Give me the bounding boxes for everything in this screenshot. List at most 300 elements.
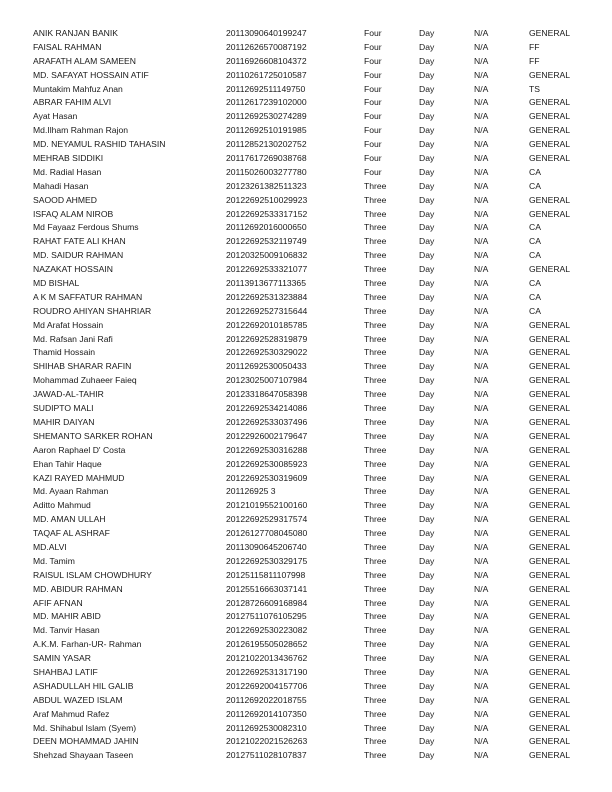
student-name-cell: Muntakim Mahfuz Anan [33,83,123,94]
status-cell: N/A [474,500,489,511]
shift-cell: Day [419,528,435,539]
quota-cell: GENERAL [529,375,571,386]
student-id-cell: 20112617239102000 [226,97,307,108]
status-cell: N/A [474,125,489,136]
table-row [0,96,612,110]
status-cell: N/A [474,666,489,677]
student-name-cell: Ayat Hasan [33,111,78,122]
class-cell: Three [364,611,387,622]
table-row [0,638,612,652]
shift-cell: Day [419,305,435,316]
student-id-cell: 20113090645206740 [226,541,307,552]
student-name-cell: MAHIR DAIYAN [33,416,95,427]
table-row [0,541,612,555]
student-id-cell: 20112692016000650 [226,222,307,233]
status-cell: N/A [474,403,489,414]
quota-cell: FF [529,55,540,66]
table-row [0,610,612,624]
student-name-cell: Aaron Raphael D' Costa [33,444,126,455]
quota-cell: GENERAL [529,555,571,566]
shift-cell: Day [419,736,435,747]
shift-cell: Day [419,250,435,261]
student-name-cell: Md. Tamim [33,555,75,566]
class-cell: Three [364,750,387,761]
class-cell: Three [364,736,387,747]
student-name-cell: NAZAKAT HOSSAIN [33,264,113,275]
class-cell: Three [364,486,387,497]
class-cell: Four [364,125,382,136]
table-row [0,569,612,583]
student-name-cell: MD. NEYAMUL RASHID TAHASIN [33,139,166,150]
table-row [0,69,612,83]
student-id-cell: 20122692532119749 [226,236,307,247]
quota-cell: GENERAL [529,111,571,122]
student-id-cell: 20122692530316288 [226,444,308,455]
table-row [0,27,612,41]
status-cell: N/A [474,305,489,316]
student-name-cell: RAISUL ISLAM CHOWDHURY [33,569,152,580]
class-cell: Three [364,278,387,289]
class-cell: Three [364,236,387,247]
class-cell: Three [364,500,387,511]
student-id-cell: 20122692510029923 [226,194,308,205]
table-row [0,291,612,305]
student-name-cell: JAWAD-AL-TAHIR [33,389,104,400]
table-row [0,666,612,680]
status-cell: N/A [474,347,489,358]
class-cell: Three [364,514,387,525]
table-row [0,346,612,360]
table-row [0,124,612,138]
quota-cell: GENERAL [529,541,571,552]
shift-cell: Day [419,389,435,400]
student-name-cell: DEEN MOHAMMAD JAHIN [33,736,139,747]
quota-cell: GENERAL [529,639,571,650]
student-name-cell: Thamid Hossain [33,347,96,358]
student-name-cell: Md. Ayaan Rahman [33,486,109,497]
quota-cell: GENERAL [529,264,571,275]
student-id-cell: 20112692530050433 [226,361,307,372]
status-cell: N/A [474,528,489,539]
table-row [0,374,612,388]
status-cell: N/A [474,333,489,344]
status-cell: N/A [474,153,489,164]
shift-cell: Day [419,708,435,719]
student-name-cell: ISFAQ ALAM NIROB [33,208,114,219]
class-cell: Three [364,555,387,566]
shift-cell: Day [419,55,435,66]
table-row [0,458,612,472]
student-id-cell: 20117617269038768 [226,153,307,164]
quota-cell: GENERAL [529,694,571,705]
student-id-cell: 20112626570087192 [226,41,307,52]
student-name-cell: Md.Ilham Rahman Rajon [33,125,129,136]
status-cell: N/A [474,486,489,497]
student-name-cell: ARAFATH ALAM SAMEEN [33,55,136,66]
quota-cell: GENERAL [529,736,571,747]
quota-cell: GENERAL [529,319,571,330]
student-name-cell: TAQAF AL ASHRAF [33,528,110,539]
quota-cell: GENERAL [529,472,571,483]
student-id-cell: 20127511028107837 [226,750,307,761]
quota-cell: GENERAL [529,361,571,372]
quota-cell: GENERAL [529,680,571,691]
table-row [0,680,612,694]
student-id-cell: 20121019552100160 [226,500,308,511]
table-row [0,235,612,249]
class-cell: Three [364,222,387,233]
student-id-cell: 20113090640199247 [226,28,307,38]
student-name-cell: Md Fayaaz Ferdous Shums [33,222,139,233]
quota-cell: GENERAL [529,333,571,344]
table-row [0,166,612,180]
student-name-cell: A.K.M. Farhan-UR- Rahman [33,639,142,650]
table-row [0,444,612,458]
shift-cell: Day [419,83,435,94]
quota-cell: FF [529,41,540,52]
student-id-cell: 20122692531317190 [226,666,308,677]
shift-cell: Day [419,194,435,205]
quota-cell: CA [529,222,541,233]
table-row [0,430,612,444]
student-id-cell: 201126925 3 [226,486,276,497]
student-id-cell: 20125115811107998 [226,569,306,580]
shift-cell: Day [419,180,435,191]
student-name-cell: MD. SAIDUR RAHMAN [33,250,124,261]
status-cell: N/A [474,736,489,747]
quota-cell: GENERAL [529,583,571,594]
table-row [0,513,612,527]
class-cell: Three [364,375,387,386]
table-row [0,624,612,638]
quota-cell: GENERAL [529,597,571,608]
quota-cell: GENERAL [529,625,571,636]
quota-cell: GENERAL [529,403,571,414]
class-cell: Three [364,264,387,275]
class-cell: Four [364,28,382,38]
student-list-table [0,27,612,763]
student-name-cell: MD BISHAL [33,278,80,289]
shift-cell: Day [419,111,435,122]
student-id-cell: 20112692510191985 [226,125,307,136]
table-row [0,333,612,347]
status-cell: N/A [474,458,489,469]
student-name-cell: MD. ABIDUR RAHMAN [33,583,123,594]
status-cell: N/A [474,708,489,719]
shift-cell: Day [419,639,435,650]
class-cell: Three [364,653,387,664]
status-cell: N/A [474,361,489,372]
class-cell: Three [364,597,387,608]
student-id-cell: 20123025007107984 [226,375,308,386]
student-id-cell: 20126195505028652 [226,639,308,650]
table-row [0,708,612,722]
student-id-cell: 20122692527315644 [226,305,308,316]
shift-cell: Day [419,333,435,344]
student-id-cell: 20120325009106832 [226,250,308,261]
quota-cell: GENERAL [529,430,571,441]
shift-cell: Day [419,722,435,733]
shift-cell: Day [419,625,435,636]
student-name-cell: Md Arafat Hossain [33,319,104,330]
quota-cell: GENERAL [529,194,571,205]
status-cell: N/A [474,611,489,622]
shift-cell: Day [419,611,435,622]
shift-cell: Day [419,264,435,275]
status-cell: N/A [474,111,489,122]
quota-cell: GENERAL [529,347,571,358]
quota-cell: GENERAL [529,97,571,108]
table-row [0,555,612,569]
status-cell: N/A [474,69,489,80]
class-cell: Three [364,444,387,455]
table-row [0,110,612,124]
status-cell: N/A [474,694,489,705]
status-cell: N/A [474,639,489,650]
status-cell: N/A [474,680,489,691]
student-id-cell: 20122692529317574 [226,514,308,525]
quota-cell: GENERAL [529,416,571,427]
student-id-cell: 20123261382511323 [226,180,307,191]
student-name-cell: SAOOD AHMED [33,194,97,205]
class-cell: Three [364,347,387,358]
student-id-cell: 20128726609168984 [226,597,308,608]
student-id-cell: 20122692528319879 [226,333,308,344]
class-cell: Four [364,55,382,66]
student-id-cell: 20123318647058398 [226,389,308,400]
quota-cell: GENERAL [529,208,571,219]
shift-cell: Day [419,500,435,511]
status-cell: N/A [474,389,489,400]
shift-cell: Day [419,555,435,566]
table-row [0,152,612,166]
status-cell: N/A [474,194,489,205]
student-id-cell: 20122692531323884 [226,291,308,302]
class-cell: Three [364,361,387,372]
student-name-cell: Md. Radial Hasan [33,166,102,177]
student-id-cell: 20122692530223082 [226,625,308,636]
status-cell: N/A [474,416,489,427]
student-name-cell: Md. Tanvir Hasan [33,625,100,636]
status-cell: N/A [474,430,489,441]
status-cell: N/A [474,264,489,275]
class-cell: Three [364,250,387,261]
shift-cell: Day [419,486,435,497]
class-cell: Three [364,333,387,344]
student-id-cell: 20113913677113365 [226,278,306,289]
status-cell: N/A [474,278,489,289]
quota-cell: GENERAL [529,722,571,733]
student-id-cell: 20112692530274289 [226,111,307,122]
quota-cell: GENERAL [529,125,571,136]
class-cell: Three [364,319,387,330]
student-name-cell: MD. AMAN ULLAH [33,514,106,525]
class-cell: Three [364,666,387,677]
shift-cell: Day [419,583,435,594]
student-name-cell: ANIK RANJAN BANIK [33,28,119,38]
shift-cell: Day [419,139,435,150]
status-cell: N/A [474,41,489,52]
student-name-cell: Shehzad Shayaan Taseen [33,750,134,761]
student-id-cell: 20122692010185785 [226,319,308,330]
class-cell: Three [364,583,387,594]
shift-cell: Day [419,666,435,677]
table-row [0,319,612,333]
quota-cell: GENERAL [529,458,571,469]
shift-cell: Day [419,458,435,469]
student-name-cell: Md. Rafsan Jani Rafi [33,333,113,344]
table-row [0,41,612,55]
status-cell: N/A [474,750,489,761]
status-cell: N/A [474,555,489,566]
shift-cell: Day [419,125,435,136]
quota-cell: GENERAL [529,653,571,664]
student-name-cell: ASHADULLAH HIL GALIB [33,680,134,691]
table-row [0,138,612,152]
student-name-cell: ROUDRO AHIYAN SHAHRIAR [33,305,152,316]
status-cell: N/A [474,291,489,302]
table-row [0,583,612,597]
quota-cell: GENERAL [529,528,571,539]
status-cell: N/A [474,514,489,525]
student-id-cell: 20122692533317152 [226,208,308,219]
class-cell: Three [364,472,387,483]
table-row [0,360,612,374]
quota-cell: GENERAL [529,139,571,150]
class-cell: Three [364,389,387,400]
quota-cell: CA [529,278,541,289]
quota-cell: GENERAL [529,708,571,719]
table-row [0,472,612,486]
table-row [0,249,612,263]
student-name-cell: MEHRAB SIDDIKI [33,153,104,164]
quota-cell: GENERAL [529,750,571,761]
class-cell: Four [364,83,382,94]
table-row [0,180,612,194]
class-cell: Three [364,208,387,219]
shift-cell: Day [419,291,435,302]
status-cell: N/A [474,236,489,247]
quota-cell: GENERAL [529,569,571,580]
status-cell: N/A [474,139,489,150]
status-cell: N/A [474,166,489,177]
quota-cell: GENERAL [529,153,571,164]
student-id-cell: 20112692511149750 [226,83,306,94]
student-name-cell: SUDIPTO MALI [33,403,94,414]
class-cell: Three [364,694,387,705]
student-id-cell: 20116926608104372 [226,55,307,66]
class-cell: Three [364,305,387,316]
class-cell: Three [364,680,387,691]
class-cell: Three [364,430,387,441]
quota-cell: GENERAL [529,486,571,497]
student-id-cell: 20112692014107350 [226,708,307,719]
shift-cell: Day [419,472,435,483]
quota-cell: CA [529,236,541,247]
status-cell: N/A [474,319,489,330]
table-row [0,194,612,208]
shift-cell: Day [419,597,435,608]
quota-cell: CA [529,250,541,261]
shift-cell: Day [419,69,435,80]
status-cell: N/A [474,180,489,191]
shift-cell: Day [419,347,435,358]
shift-cell: Day [419,278,435,289]
student-id-cell: 20121022013436762 [226,653,308,664]
class-cell: Three [364,625,387,636]
status-cell: N/A [474,625,489,636]
student-name-cell: SHIHAB SHARAR RAFIN [33,361,132,372]
status-cell: N/A [474,97,489,108]
shift-cell: Day [419,403,435,414]
student-id-cell: 20122692534214086 [226,403,308,414]
student-id-cell: 20122692530329022 [226,347,308,358]
student-id-cell: 20112692530082310 [226,722,307,733]
class-cell: Four [364,153,382,164]
class-cell: Four [364,111,382,122]
student-name-cell: Aditto Mahmud [33,500,91,511]
class-cell: Three [364,291,387,302]
student-id-cell: 20121022021526263 [226,736,308,747]
class-cell: Three [364,458,387,469]
class-cell: Three [364,194,387,205]
shift-cell: Day [419,444,435,455]
class-cell: Three [364,180,387,191]
student-name-cell: Mahadi Hasan [33,180,89,191]
shift-cell: Day [419,28,435,38]
class-cell: Four [364,97,382,108]
status-cell: N/A [474,55,489,66]
status-cell: N/A [474,250,489,261]
student-name-cell: Araf Mahmud Rafez [33,708,110,719]
table-row [0,749,612,763]
table-row [0,722,612,736]
class-cell: Four [364,166,382,177]
shift-cell: Day [419,569,435,580]
status-cell: N/A [474,541,489,552]
student-id-cell: 20110261725010587 [226,69,307,80]
status-cell: N/A [474,722,489,733]
shift-cell: Day [419,750,435,761]
student-id-cell: 20112852130202752 [226,139,307,150]
shift-cell: Day [419,694,435,705]
student-name-cell: ABRAR FAHIM ALVI [33,97,112,108]
shift-cell: Day [419,208,435,219]
status-cell: N/A [474,472,489,483]
status-cell: N/A [474,375,489,386]
student-name-cell: Md. Shihabul Islam (Syem) [33,722,137,733]
student-id-cell: 20126127708045080 [226,528,308,539]
shift-cell: Day [419,375,435,386]
table-row [0,416,612,430]
student-name-cell: Mohammad Zuhaeer Faieq [33,375,137,386]
student-id-cell: 20122692530319609 [226,472,308,483]
student-name-cell: RAHAT FATE ALI KHAN [33,236,126,247]
status-cell: N/A [474,222,489,233]
class-cell: Four [364,69,382,80]
class-cell: Three [364,708,387,719]
status-cell: N/A [474,83,489,94]
student-id-cell: 20122692533321077 [226,264,308,275]
class-cell: Four [364,41,382,52]
student-name-cell: ABDUL WAZED ISLAM [33,694,123,705]
quota-cell: CA [529,305,541,316]
class-cell: Three [364,722,387,733]
student-name-cell: SHAHBAJ LATIF [33,666,98,677]
student-name-cell: Ehan Tahir Haque [33,458,102,469]
class-cell: Three [364,528,387,539]
quota-cell: GENERAL [529,666,571,677]
